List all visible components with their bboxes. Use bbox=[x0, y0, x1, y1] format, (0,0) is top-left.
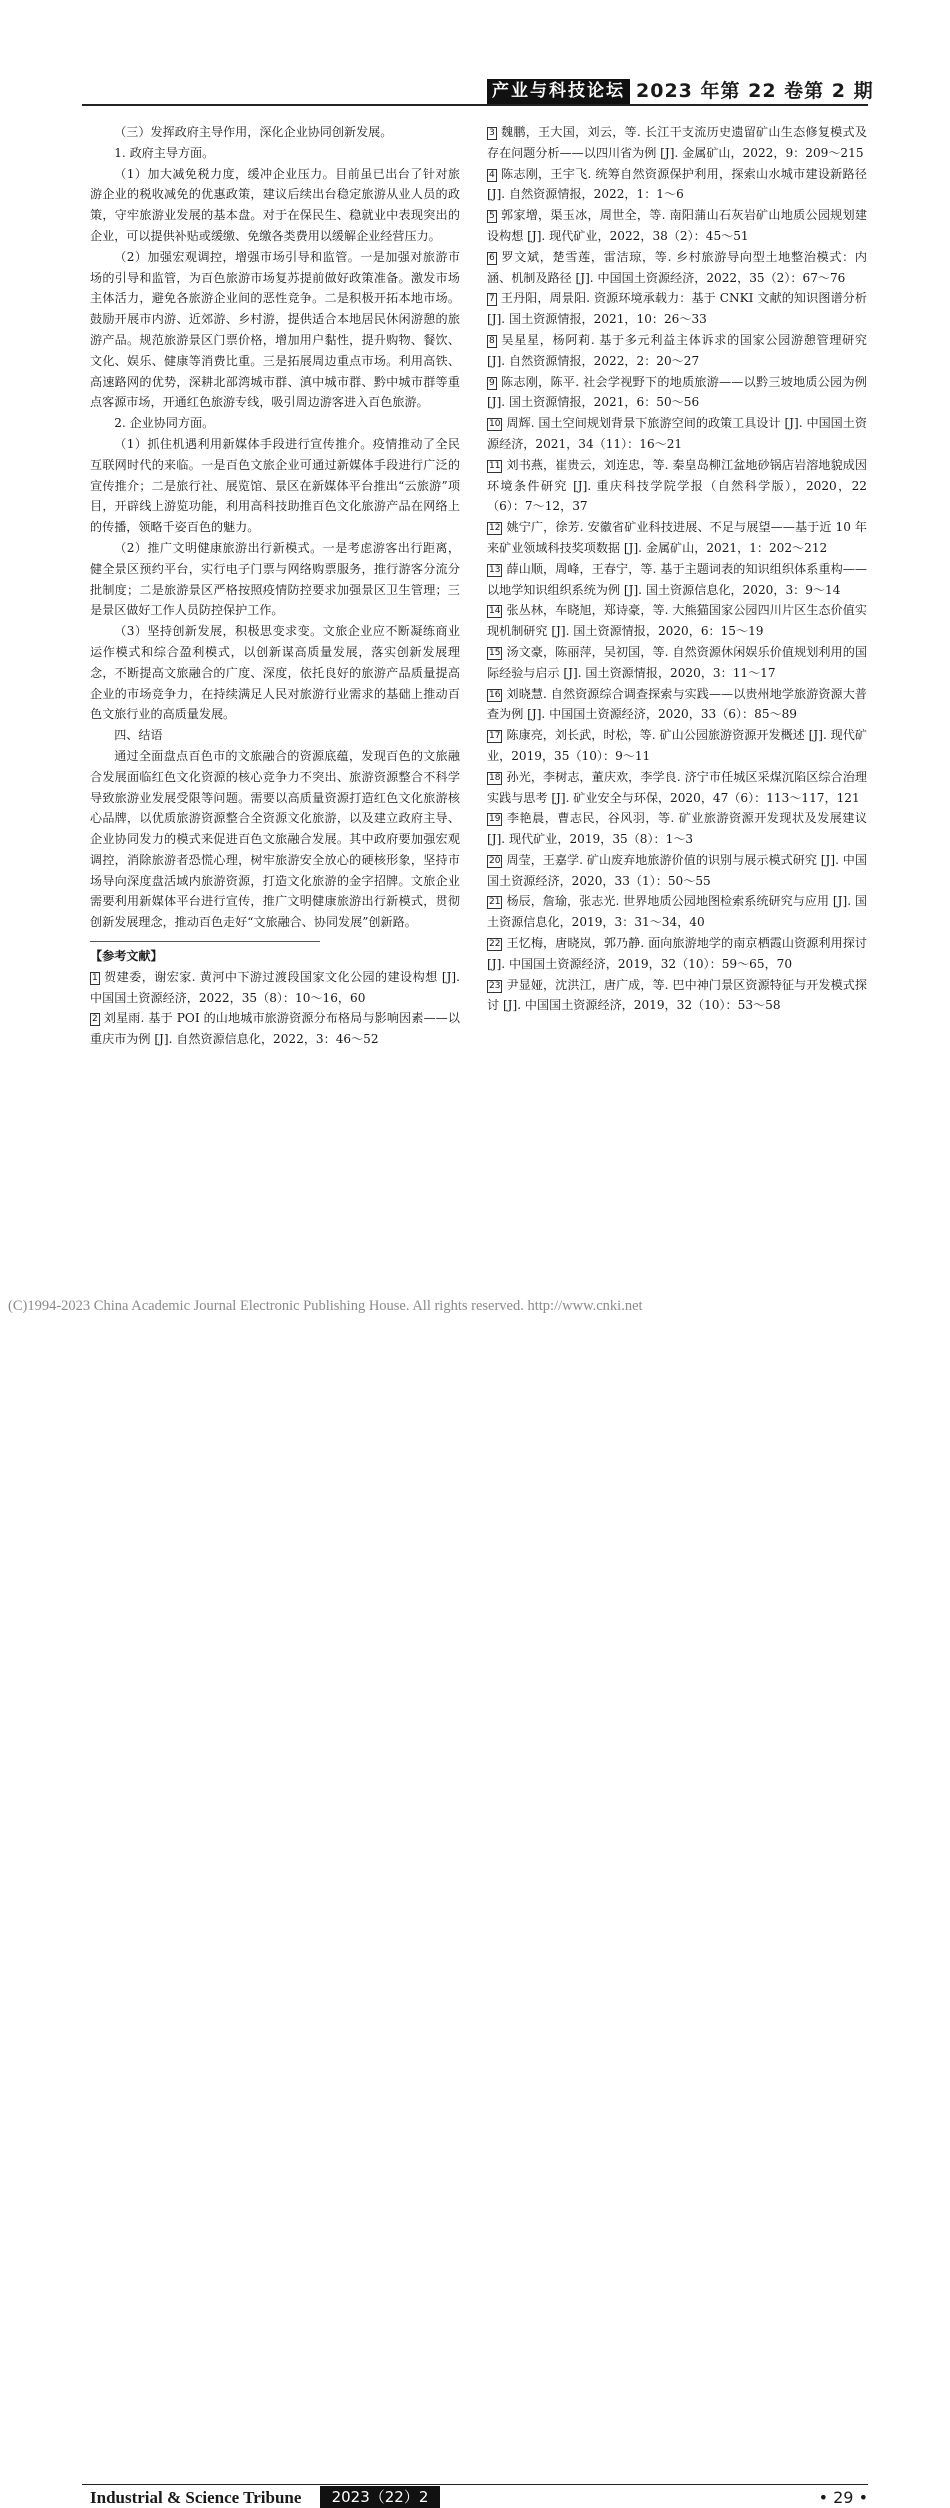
reference-item bbox=[487, 642, 867, 684]
reference-item bbox=[487, 330, 867, 372]
conclusion-heading: 四、结语 bbox=[114, 728, 163, 743]
reference-text: 陈康亮，刘长武，时松，等. 矿山公园旅游资源开发概述 [J]. 现代矿业，2019，35（10）：9～11 bbox=[487, 728, 867, 763]
reference-text: 刘晓慧. 自然资源综合调查探索与实践——以贵州地学旅游资源大普查为例 [J]. 中国国土资源经济，2020，33（6）：85～89 bbox=[487, 686, 867, 722]
reference-number: 17 bbox=[489, 731, 501, 742]
journal-name-cn: 产业与科技论坛 bbox=[487, 79, 630, 104]
reference-number: 14 bbox=[489, 606, 501, 617]
reference-item bbox=[487, 164, 867, 206]
subsection-heading: 2. 企业协同方面。 bbox=[114, 416, 215, 431]
reference-number: 12 bbox=[489, 523, 501, 534]
reference-number: 23 bbox=[489, 980, 501, 991]
reference-text: 罗文斌，楚雪莲，雷洁琼，等. 乡村旅游导向型土地整治模式：内涵、机制及路径 [J]. 中国国土资源经济，2022，35（2）：67～76 bbox=[487, 249, 867, 285]
reference-text: 杨辰，詹瑜，张志光. 世界地质公园地图检索系统研究与应用 [J]. 国土资源信息化，2019，3：31～34，40 bbox=[487, 894, 867, 930]
reference-number: 18 bbox=[489, 772, 501, 783]
subsection-heading: 1. 政府主导方面。 bbox=[114, 145, 215, 160]
reference-number: 11 bbox=[489, 460, 501, 471]
reference-text: 孙光，李树志，董庆欢，李学良. 济宁市任城区采煤沉陷区综合治理实践与思考 [J]. 矿业安全与环保，2020，47（6）：113～117，121 bbox=[487, 769, 867, 805]
reference-item bbox=[487, 559, 867, 601]
references-title: 【参考文献】 bbox=[90, 949, 163, 964]
left-column bbox=[90, 122, 460, 1050]
header-rule bbox=[82, 104, 868, 106]
reference-text: 王丹阳，周景阳. 资源环境承载力：基于 CNKI 文献的知识图谱分析 [J]. 国土资源情报，2021，10：26～33 bbox=[487, 291, 867, 327]
paragraph: 通过全面盘点百色市的文旅融合的资源底蕴，发现百色的文旅融合发展面临红色文化资源的核心竞争力不突出、旅游资源整合不科学导致旅游业发展受限等问题。需要以高质量资源打造红色文化旅游核心品牌，以优质旅游资源整合全资源文化旅游，以及建立政府主导、企业协同发力的模式来促进百色文旅融合发展。其中政府要加强宏观调控，消除旅游者恐慌心理，树牢旅游安全放心的硬核形象，坚持市场导向深度盘活域内旅游资源，打造文化旅游的金字招牌。文旅企业需要利用新媒体平台进行宣传，推广文明健康旅游出行新模式，贯彻创新发展理念，推动百色走好“文旅融合、协同发展”创新路。 bbox=[90, 748, 460, 930]
reference-text: 李艳晨，曹志民，谷风羽，等. 矿业旅游资源开发现状及发展建议 [J]. 现代矿业，2019，35（8）：1～3 bbox=[487, 811, 867, 847]
reference-text: 陈志刚，陈平. 社会学视野下的地质旅游——以黔三坡地质公园为例 [J]. 国土资源情报，2021，6：50～56 bbox=[487, 374, 867, 410]
reference-item bbox=[487, 247, 867, 289]
reference-number: 8 bbox=[489, 335, 495, 346]
reference-item bbox=[90, 967, 460, 1009]
reference-number: 6 bbox=[489, 252, 495, 263]
reference-number: 19 bbox=[489, 814, 501, 825]
reference-number: 7 bbox=[489, 294, 495, 305]
reference-number: 5 bbox=[489, 211, 495, 222]
reference-number: 22 bbox=[489, 939, 501, 950]
references-rule bbox=[90, 941, 320, 942]
reference-item bbox=[487, 413, 867, 455]
reference-item bbox=[487, 455, 867, 517]
reference-text: 张丛林，车晓旭，郑诗豪，等. 大熊猫国家公园四川片区生态价值实现机制研究 [J]. 国土资源情报，2020，6：15～19 bbox=[487, 603, 867, 639]
reference-item bbox=[487, 808, 867, 850]
reference-text: 魏鹏，王大国，刘云，等. 长江干支流历史遗留矿山生态修复模式及存在问题分析——以四川省为例 [J]. 金属矿山，2022，9：209～215 bbox=[487, 125, 867, 160]
reference-number: 9 bbox=[489, 377, 495, 388]
reference-text: 吴星星，杨阿莉. 基于多元利益主体诉求的国家公园游憩管理研究 [J]. 自然资源情报，2022，2：20～27 bbox=[487, 332, 867, 368]
reference-item bbox=[487, 372, 867, 414]
reference-text: 刘星雨. 基于 POI 的山地城市旅游资源分布格局与影响因素——以重庆市为例 [J]. 自然资源信息化，2022，3：46～52 bbox=[90, 1011, 460, 1047]
paragraph: （2）加强宏观调控，增强市场引导和监管。一是加强对旅游市场的引导和监管，为百色旅游市场复苏提前做好政策准备。激发市场主体活力，避免各旅游企业间的恶性竞争。二是积极开拓本地市场。鼓励开展市内游、近郊游、乡村游，提供适合本地居民休闲游憩的旅游产品。规范旅游景区门票价格，增加用户黏性，提升购物、餐饮、文化、娱乐、健康等消费比重。三是拓展周边重点市场。利用高铁、高速路网的优势，深耕北部湾城市群、滇中城市群、黔中城市群等重点客源市场，开通红色旅游专线，吸引周边游客进入百色旅游。 bbox=[90, 249, 460, 410]
reference-text: 刘书燕，崔贵云，刘连忠，等. 秦皇岛柳江盆地砂锅店岩溶地貌成因环境条件研究 [J]. 重庆科技学院学报（自然科学版），2020，22（6）：7～12，37 bbox=[487, 457, 867, 514]
references-list-right bbox=[487, 122, 867, 1016]
copyright-notice: (C)1994-2023 China Academic Journal Electronic Publishing House. All rights reserved. http://www.cnki.net bbox=[8, 1298, 643, 1314]
issue-info: 2023 年第 22 卷第 2 期 bbox=[636, 80, 874, 102]
reference-number: 21 bbox=[489, 897, 501, 908]
paragraph: （1）加大减免税力度，缓冲企业压力。目前虽已出台了针对旅游企业的税收减免的优惠政策，建议后续出台稳定旅游从业人员的政策，守牢旅游业发展的基本盘。对于在保民生、稳就业中表现突出的企业，可以提供补贴或缓缴、免缴各类费用以缓解企业经营压力。 bbox=[90, 166, 460, 243]
reference-text: 周辉. 国土空间规划背景下旅游空间的政策工具设计 [J]. 中国国土资源经济，2021，34（11）：16～21 bbox=[487, 416, 867, 451]
paragraph: （1）抓住机遇利用新媒体手段进行宣传推介。疫情推动了全民互联网时代的来临。一是百色文旅企业可通过新媒体手段进行广泛的宣传推介；二是旅行社、展览馆、景区在新媒体平台推出“云旅游”项目，开辟线上游览功能，利用高科技助推百色文化旅游产品在网络上的传播，领略千姿百色的魅力。 bbox=[90, 436, 460, 535]
right-column bbox=[487, 122, 867, 1016]
reference-item bbox=[487, 684, 867, 726]
section-heading: （三）发挥政府主导作用，深化企业协同创新发展。 bbox=[114, 125, 393, 139]
footer-issue: 2023（22）2 bbox=[320, 2486, 440, 2508]
reference-number: 10 bbox=[489, 419, 501, 430]
reference-number: 16 bbox=[489, 689, 501, 700]
reference-text: 薛山顺，周峰，王春宁，等. 基于主题词表的知识组织体系重构——以地学知识组织系统为例 [J]. 国土资源信息化，2020，3：9～14 bbox=[487, 561, 867, 597]
reference-item bbox=[487, 288, 867, 330]
page-number: • 29 • bbox=[818, 2488, 868, 2507]
reference-item bbox=[487, 933, 867, 975]
reference-item bbox=[487, 725, 867, 767]
reference-number: 13 bbox=[489, 564, 501, 575]
reference-item bbox=[487, 850, 867, 892]
page-header bbox=[0, 0, 950, 110]
reference-item bbox=[487, 122, 867, 164]
reference-number: 3 bbox=[489, 128, 495, 138]
reference-number: 4 bbox=[489, 169, 495, 180]
references-list-left bbox=[90, 967, 460, 1050]
reference-number: 15 bbox=[489, 647, 501, 658]
reference-item bbox=[90, 1008, 460, 1050]
reference-number: 1 bbox=[92, 972, 98, 983]
reference-item bbox=[487, 517, 867, 559]
reference-item bbox=[487, 975, 867, 1017]
reference-item bbox=[487, 600, 867, 642]
reference-number: 2 bbox=[92, 1014, 98, 1025]
reference-text: 尹显娅，沈洪江，唐广成，等. 巴中神门景区资源特征与开发模式探讨 [J]. 中国国土资源经济，2019，32（10）：53～58 bbox=[487, 977, 867, 1013]
reference-text: 陈志刚，王宇飞. 统筹自然资源保护利用，探索山水城市建设新路径 [J]. 自然资源情报，2022，1：1～6 bbox=[487, 166, 867, 202]
reference-item bbox=[487, 767, 867, 809]
reference-text: 周莹，王嘉学. 矿山废弃地旅游价值的识别与展示模式研究 [J]. 中国国土资源经济，2020，33（1）：50～55 bbox=[487, 852, 867, 888]
footer-rule bbox=[82, 2484, 868, 2485]
reference-item bbox=[487, 205, 867, 247]
reference-text: 郭家增，渠玉冰，周世全，等. 南阳蒲山石灰岩矿山地质公园规划建设构想 [J]. 现代矿业，2022，38（2）：45～51 bbox=[487, 208, 867, 243]
reference-text: 王忆梅，唐晓岚，郭乃静. 面向旅游地学的南京栖霞山资源利用探讨 [J]. 中国国土资源经济，2019，32（10）：59～65，70 bbox=[487, 936, 867, 971]
reference-text: 贺建委，谢宏家. 黄河中下游过渡段国家文化公园的建设构想 [J]. 中国国土资源经济，2022，35（8）：10～16，60 bbox=[90, 969, 460, 1005]
paragraph: （3）坚持创新发展，积极思变求变。文旅企业应不断凝练商业运作模式和综合盈利模式，以创新谋高质量发展，落实创新发展理念，不断提高文旅融合的广度、深度，依托良好的旅游产品质量提高企业的市场竞争力，在持续满足人民对旅游行业需求的基础上推动百色文旅行业的高质量发展。 bbox=[90, 624, 460, 722]
reference-number: 20 bbox=[489, 855, 501, 866]
reference-item bbox=[487, 891, 867, 933]
journal-name-en: Industrial & Science Tribune bbox=[90, 2488, 302, 2507]
reference-text: 姚宁广，徐芳. 安徽省矿业科技进展、不足与展望——基于近 10 年来矿业领域科技奖项数据 [J]. 金属矿山，2021，1：202～212 bbox=[487, 520, 867, 555]
reference-text: 汤文豪，陈丽萍，吴初国，等. 自然资源休闲娱乐价值规划利用的国际经验与启示 [J]. 国土资源情报，2020，3：11～17 bbox=[487, 644, 867, 680]
paragraph: （2）推广文明健康旅游出行新模式。一是考虑游客出行距离，健全景区预约平台，实行电子门票与网络购票服务，推行游客分流分批制度；二是旅游景区严格按照疫情防控要求加强景区卫生管理；三是景区做好工作人员防控保护工作。 bbox=[90, 540, 460, 618]
